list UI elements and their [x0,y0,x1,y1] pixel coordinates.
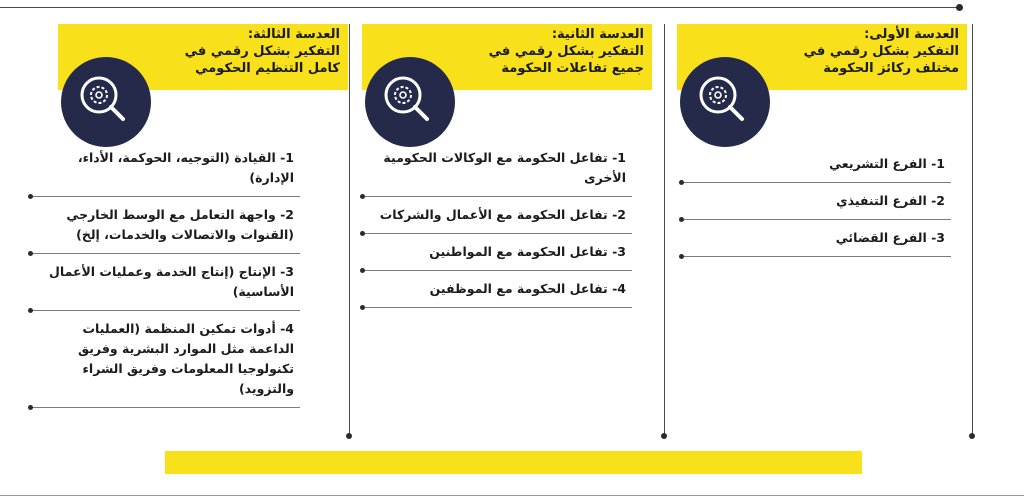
lens-column-2 [362,24,652,296]
item-separator [30,196,300,197]
magnifier-gear-icon [365,57,455,147]
column-divider-dot [969,433,975,439]
column-divider-dot [661,433,667,439]
lens-items [681,154,951,265]
item-separator [362,270,632,271]
top-connector-line [0,7,960,8]
list-item-text: 1- القيادة (التوجيه، الحوكمة، الأداء، الإدارة) [77,150,294,185]
list-item [362,279,632,308]
list-item [362,205,632,234]
magnifier-gear-icon [61,57,151,147]
footer-highlight-bar [165,451,862,474]
list-item-text: 3- الإنتاج (إنتاج الخدمة وعمليات الأعمال الأساسية) [49,264,294,299]
lens-label: العدسة الثانية: [551,27,644,42]
lens-title-line-2: كامل التنظيم الحكومي [195,61,340,76]
column-divider-line [664,24,665,436]
item-separator [30,253,300,254]
item-separator [681,182,951,183]
lens-column-3 [49,24,348,396]
item-separator [681,219,951,220]
list-item-text: 1- تفاعل الحكومة مع الوكالات الحكومية الأخرى [383,150,626,185]
list-item-text: 2- واجهة التعامل مع الوسط الخارجي (القنوات والاتصالات والخدمات، إلخ) [66,207,294,242]
list-item [681,154,951,183]
list-item-text: 4- أدوات تمكين المنظمة (العمليات الداعمة مثل الموارد البشرية وفريق تكنولوجيا المعلومات وفريق الشراء والتزويد) [77,321,294,396]
list-item-text: 3- الفرع القضائي [835,230,945,245]
item-separator [30,407,300,408]
item-separator [362,233,632,234]
item-separator [681,256,951,257]
lens-title-line-2: مختلف ركائز الحكومة [823,61,959,76]
list-item [30,205,300,254]
lens-column-1 [677,24,967,245]
list-item [30,319,300,408]
magnifier-gear-icon [680,57,770,147]
list-item [362,242,632,271]
lens-title-line-2: جميع تفاعلات الحكومة [501,61,644,76]
list-item [681,191,951,220]
item-separator [362,307,632,308]
lens-items [362,148,632,316]
list-item [362,148,632,197]
list-item [681,228,951,257]
item-separator [30,310,300,311]
list-item [30,262,300,311]
item-separator [362,196,632,197]
lens-title-line-1: التفكير بشكل رقمي في [488,44,644,59]
list-item-text: 3- تفاعل الحكومة مع المواطنين [429,244,626,259]
list-item-text: 4- تفاعل الحكومة مع الموظفين [429,281,626,296]
list-item-text: 2- تفاعل الحكومة مع الأعمال والشركات [379,207,626,222]
lens-items [30,148,300,416]
lens-title-line-1: التفكير بشكل رقمي في [184,44,340,59]
list-item-text: 1- الفرع التشريعي [829,156,945,171]
lens-label: العدسة الثالثة: [247,27,340,42]
list-item [30,148,300,197]
column-divider-line [349,24,350,436]
bottom-rule [0,495,1024,496]
top-connector-dot [956,4,963,11]
lens-title-line-1: التفكير بشكل رقمي في [803,44,959,59]
column-divider-dot [346,433,352,439]
list-item-text: 2- الفرع التنفيذي [836,193,945,208]
column-divider-line [972,24,973,436]
lens-label: العدسة الأولى: [864,27,959,42]
